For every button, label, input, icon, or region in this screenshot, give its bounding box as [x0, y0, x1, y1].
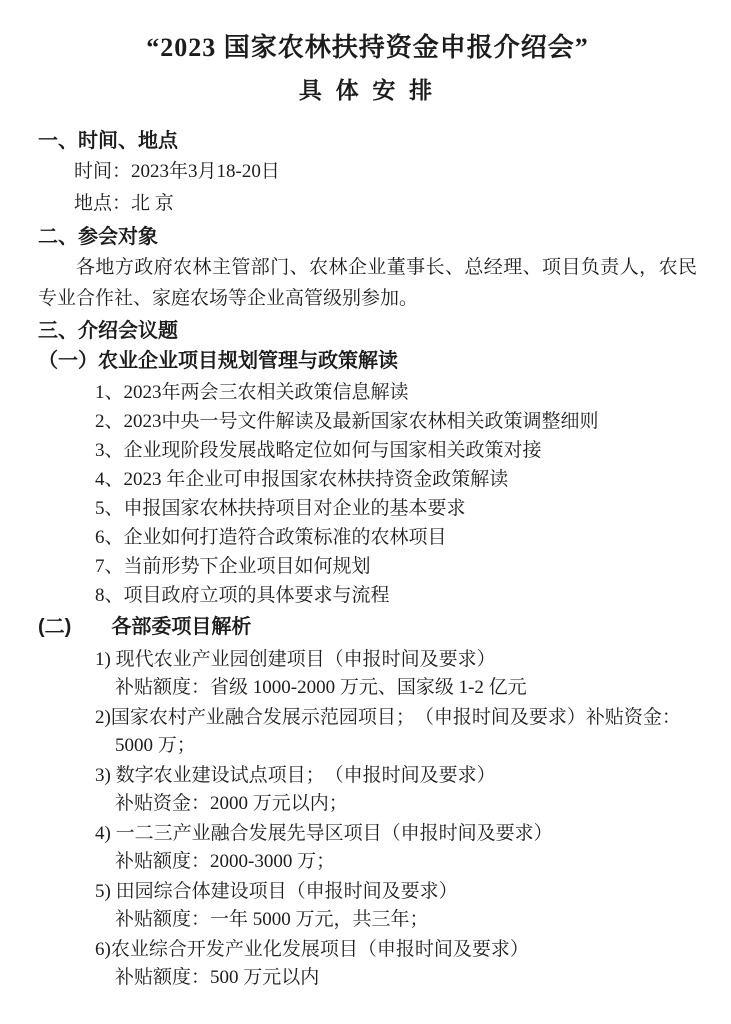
project-item — [38, 936, 697, 992]
place-line: 地点：北 京 — [74, 193, 174, 214]
project-title: 6)农业综合开发产业化发展项目（申报时间及要求） — [95, 939, 529, 960]
agenda-item: 7、当前形势下企业项目如何规划 — [95, 556, 371, 577]
section-heading-time-place: 一、时间、地点 — [38, 130, 178, 152]
project-subsidy: 5000 万； — [115, 735, 196, 756]
doc-title: “2023 国家农林扶持资金申报介绍会” — [146, 33, 589, 62]
attendees-paragraph: 各地方政府农林主管部门、农林企业董事长、总经理、项目负责人，农民专业合作社、家庭农场等企业高管级别参加。 — [38, 257, 697, 309]
project-subsidy: 补贴额度：一年 5000 万元，共三年； — [115, 909, 429, 930]
agenda-item: 8、项目政府立项的具体要求与流程 — [95, 585, 390, 606]
project-item — [38, 704, 697, 760]
agenda-item: 4、2023 年企业可申报国家农林扶持资金政策解读 — [95, 469, 509, 490]
part2-heading — [38, 612, 697, 642]
project-title: 3) 数字农业建设试点项目； （申报时间及要求） — [95, 765, 496, 786]
part2-title: 各部委项目解析 — [111, 616, 252, 638]
agenda-item: 1、2023年两会三农相关政策信息解读 — [95, 382, 409, 403]
section-heading-agenda: 三、介绍会议题 — [38, 320, 178, 342]
agenda-item: 3、企业现阶段发展战略定位如何与国家相关政策对接 — [95, 440, 542, 461]
project-title: 5) 田园综合体建设项目（申报时间及要求） — [95, 881, 458, 902]
project-title: 1) 现代农业产业园创建项目（申报时间及要求） — [95, 649, 496, 670]
time-line: 时间：2023年3月18-20日 — [74, 161, 280, 182]
part2-label: (二) — [38, 616, 72, 638]
part1-item-list — [38, 378, 697, 610]
part1-heading: （一）农业企业项目规划管理与政策解读 — [38, 350, 398, 372]
project-item — [38, 820, 697, 876]
project-item — [38, 646, 697, 702]
section-heading-attendees: 二、参会对象 — [38, 226, 158, 248]
project-title: 2)国家农村产业融合发展示范园项目； （申报时间及要求）补贴资金： — [95, 707, 681, 728]
project-item — [38, 762, 697, 818]
part2-project-list — [38, 646, 697, 992]
project-subsidy: 补贴资金：2000 万元以内； — [115, 793, 348, 814]
project-subsidy: 补贴额度：省级 1000-2000 万元、国家级 1-2 亿元 — [115, 677, 527, 698]
agenda-item: 5、申报国家农林扶持项目对企业的基本要求 — [95, 498, 466, 519]
project-subsidy: 补贴额度：500 万元以内 — [115, 967, 320, 988]
project-subsidy: 补贴额度：2000-3000 万； — [115, 851, 336, 872]
agenda-item: 6、企业如何打造符合政策标准的农林项目 — [95, 527, 447, 548]
project-title: 4) 一二三产业融合发展先导区项目（申报时间及要求） — [95, 823, 553, 844]
agenda-item: 2、2023中央一号文件解读及最新国家农林相关政策调整细则 — [95, 411, 599, 432]
project-item — [38, 878, 697, 934]
doc-subtitle: 具 体 安 排 — [298, 78, 437, 103]
